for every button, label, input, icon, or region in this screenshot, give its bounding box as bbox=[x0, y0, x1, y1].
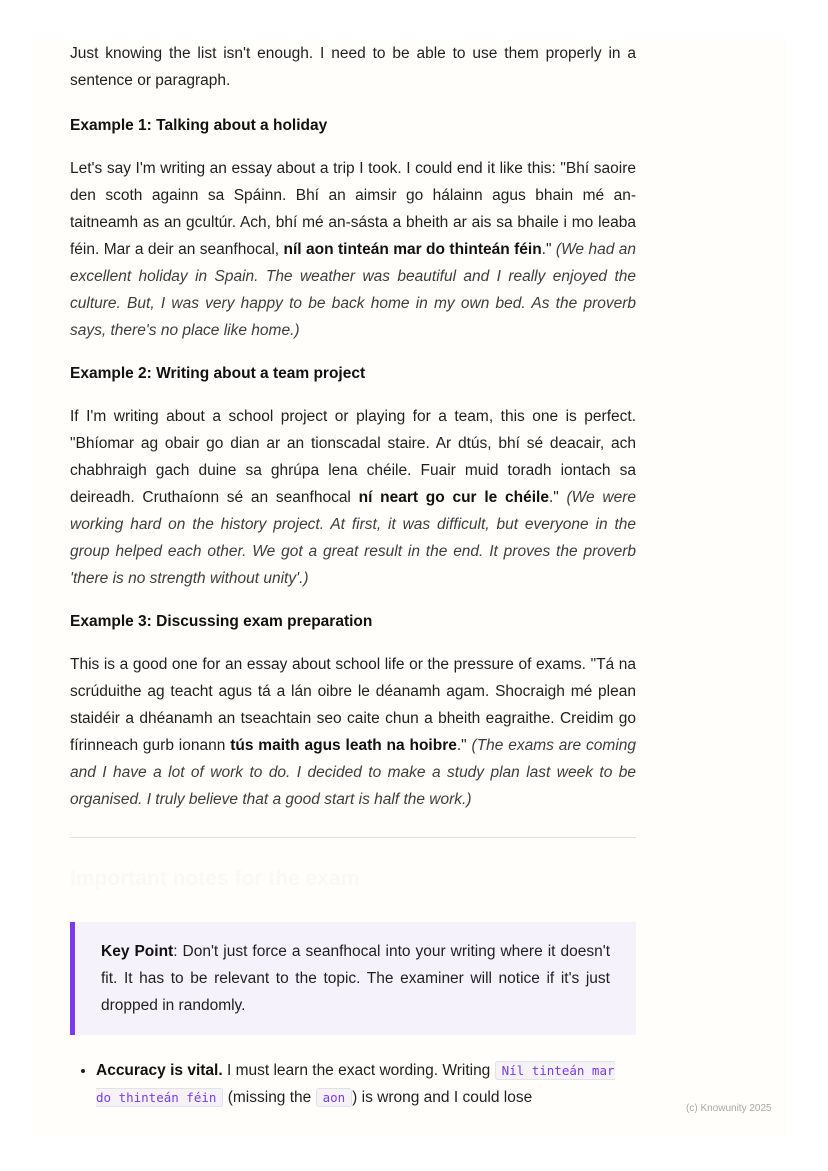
example-1-close: ." bbox=[541, 241, 556, 258]
document-content bbox=[70, 38, 636, 1111]
example-3-text: This is a good one for an essay about school life or the pressure of exams. "Tá na scrúduithe ag teacht agus tá a lán oibre le déanamh agam. Shocraigh mé plean staidéir a dhéanamh an tseachtain seo caite chun a bheith eagraithe. Creidim go fírinneach gurb ionann bbox=[70, 656, 636, 754]
copyright-notice: (c) Knowunity 2025 bbox=[686, 1103, 772, 1114]
list-item bbox=[96, 1057, 636, 1111]
notes-list bbox=[70, 1057, 636, 1111]
section-divider bbox=[70, 837, 636, 838]
code-snippet: aon bbox=[316, 1088, 353, 1107]
bullet-text: ) is wrong and I could lose bbox=[352, 1089, 533, 1106]
bullet-text: (missing the bbox=[223, 1089, 316, 1106]
intro-paragraph: Just knowing the list isn't enough. I need to be able to use them properly in a sentence or paragraph. bbox=[70, 45, 636, 89]
example-1-paragraph bbox=[70, 155, 636, 344]
example-3-proverb: tús maith agus leath na hoibre bbox=[230, 737, 457, 754]
example-3-close: ." bbox=[456, 737, 472, 754]
example-2-title: Example 2: Writing about a team project bbox=[70, 365, 366, 382]
key-point-label: Key Point bbox=[101, 943, 174, 960]
example-1-proverb: níl aon tinteán mar do thinteán féin bbox=[283, 241, 542, 258]
example-2-translation: (We were working hard on the history project. At first, it was difficult, but everyone in the group helped each other. We got a great result in the end. It proves the proverb 'there is no strength without unity'.) bbox=[70, 489, 636, 587]
example-3-title: Example 3: Discussing exam preparation bbox=[70, 613, 373, 630]
bullet-text: I must learn the exact wording. Writing bbox=[222, 1062, 495, 1079]
example-1-translation: (We had an excellent holiday in Spain. The weather was beautiful and I really enjoyed the culture. But, I was very happy to be back home in my own bed. As the proverb says, there's no place like home.) bbox=[70, 241, 636, 339]
section-heading: Important notes for the exam bbox=[70, 867, 360, 890]
example-2-close: ." bbox=[548, 489, 567, 506]
key-point-text: : Don't just force a seanfhocal into your writing where it doesn't fit. It has to be relevant to the topic. The examiner will notice if it's just dropped in randomly. bbox=[101, 943, 610, 1014]
example-2-proverb: ní neart go cur le chéile bbox=[358, 489, 549, 506]
example-2-text: If I'm writing about a school project or playing for a team, this one is perfect. "Bhíomar ag obair go dian ar an tionscadal staire. Ar dtús, bhí sé deacair, ach chabhraigh gach duine sa ghrúpa lena chéile. Fuair muid toradh iontach sa deireadh. Cruthaíonn sé an seanfhocal bbox=[70, 408, 636, 506]
key-point-callout bbox=[70, 922, 636, 1035]
example-1-text: Let's say I'm writing an essay about a trip I took. I could end it like this: "Bhí saoire den scoth againn sa Spáinn. Bhí an aimsir go hálainn agus bhain mé an-taitneamh as an gcultúr. Ach, bhí mé an-sásta a bheith ar ais sa bhaile i mo leaba féin. Mar a deir an seanfhocal, bbox=[70, 160, 636, 258]
key-point-paragraph bbox=[101, 938, 610, 1019]
bullet-bold-lead: Accuracy is vital. bbox=[96, 1062, 223, 1079]
example-1-title: Example 1: Talking about a holiday bbox=[70, 117, 328, 134]
example-2-paragraph bbox=[70, 403, 636, 592]
document-page bbox=[32, 38, 788, 1138]
code-snippet: Níl tinteán mar do thinteán féin bbox=[96, 1063, 615, 1105]
example-3-translation: (The exams are coming and I have a lot of work to do. I decided to make a study plan last week to be organised. I truly believe that a good start is half the work.) bbox=[70, 737, 636, 808]
example-3-paragraph bbox=[70, 651, 636, 813]
